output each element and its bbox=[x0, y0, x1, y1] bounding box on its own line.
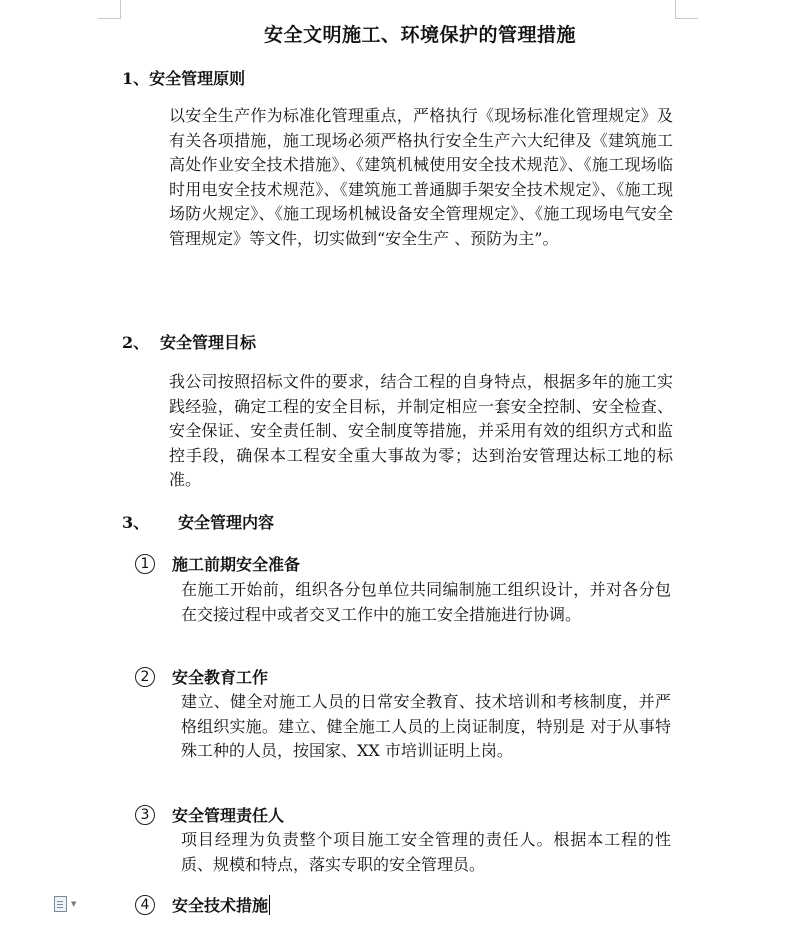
subsection-heading: 安全教育工作 bbox=[172, 668, 269, 687]
section-title: 安全管理目标 bbox=[160, 333, 257, 352]
section-number: 3、 bbox=[122, 513, 150, 532]
subsection-title: 安全技术措施 bbox=[172, 896, 269, 915]
text-cursor bbox=[269, 895, 270, 915]
circled-number: 2 bbox=[135, 667, 155, 687]
section-title: 安全管理原则 bbox=[149, 69, 246, 88]
dropdown-arrow-icon[interactable]: ▼ bbox=[71, 900, 77, 908]
circled-number: 4 bbox=[135, 895, 155, 915]
document-icon[interactable] bbox=[54, 896, 67, 912]
subsection-paragraph: 项目经理为负责整个项目施工安全管理的责任人。根据本工程的性质、规模和特点，落实专职的安全管理员。 bbox=[181, 830, 671, 874]
subsection-paragraph: 建立、健全对施工人员的日常安全教育、技术培训和考核制度，并严格组织实施。建立、健全施工人员的上岗证制度，特别是 对于从事特殊工种的人员，按国家、XX 市培训证明上岗。 bbox=[181, 692, 671, 761]
subsection-heading: 安全管理责任人 bbox=[172, 806, 285, 825]
section-heading bbox=[122, 66, 245, 89]
subsection-heading[interactable] bbox=[172, 893, 270, 916]
subsection-paragraph: 在施工开始前，组织各分包单位共同编制施工组织设计，并对各分包在交接过程中或者交叉工作中的施工安全措施进行协调。 bbox=[181, 580, 671, 624]
margin-corner-mark bbox=[98, 0, 121, 19]
section-paragraph: 以安全生产作为标准化管理重点，严格执行《现场标准化管理规定》及有关各项措施，施工现场必须严格执行安全生产六大纪律及《建筑施工高处作业安全技术措施》、《建筑机械使用安全技术规范》、《施工现场临时用电安全技术规范》、《建筑施工普通脚手架安全技术规定》、《施工现场防火规定》、《施工现场机械设备安全管理规定》、《施工现场电气安全管理规定》等文件，切实做到“安全生产 、预防为主”。 bbox=[169, 106, 673, 248]
subsection-heading: 施工前期安全准备 bbox=[172, 555, 301, 574]
document-title: 安全文明施工、环境保护的管理措施 bbox=[263, 24, 576, 46]
section-paragraph: 我公司按照招标文件的要求，结合工程的自身特点，根据多年的施工实践经验，确定工程的安全目标，并制定相应一套安全控制、安全检查、安全保证、安全责任制、安全制度等措施，并采用有效的组织方式和监控手段，确保本工程安全重大事故为零；达到治安管理达标工地的标准。 bbox=[169, 372, 673, 490]
section-number: 2、 bbox=[122, 333, 150, 352]
circled-number: 3 bbox=[135, 805, 155, 825]
section-heading bbox=[122, 330, 256, 353]
section-title: 安全管理内容 bbox=[178, 513, 275, 532]
section-heading bbox=[122, 510, 274, 533]
section-number: 1、 bbox=[122, 69, 150, 88]
margin-corner-mark bbox=[675, 0, 698, 19]
circled-number: 1 bbox=[135, 554, 155, 574]
